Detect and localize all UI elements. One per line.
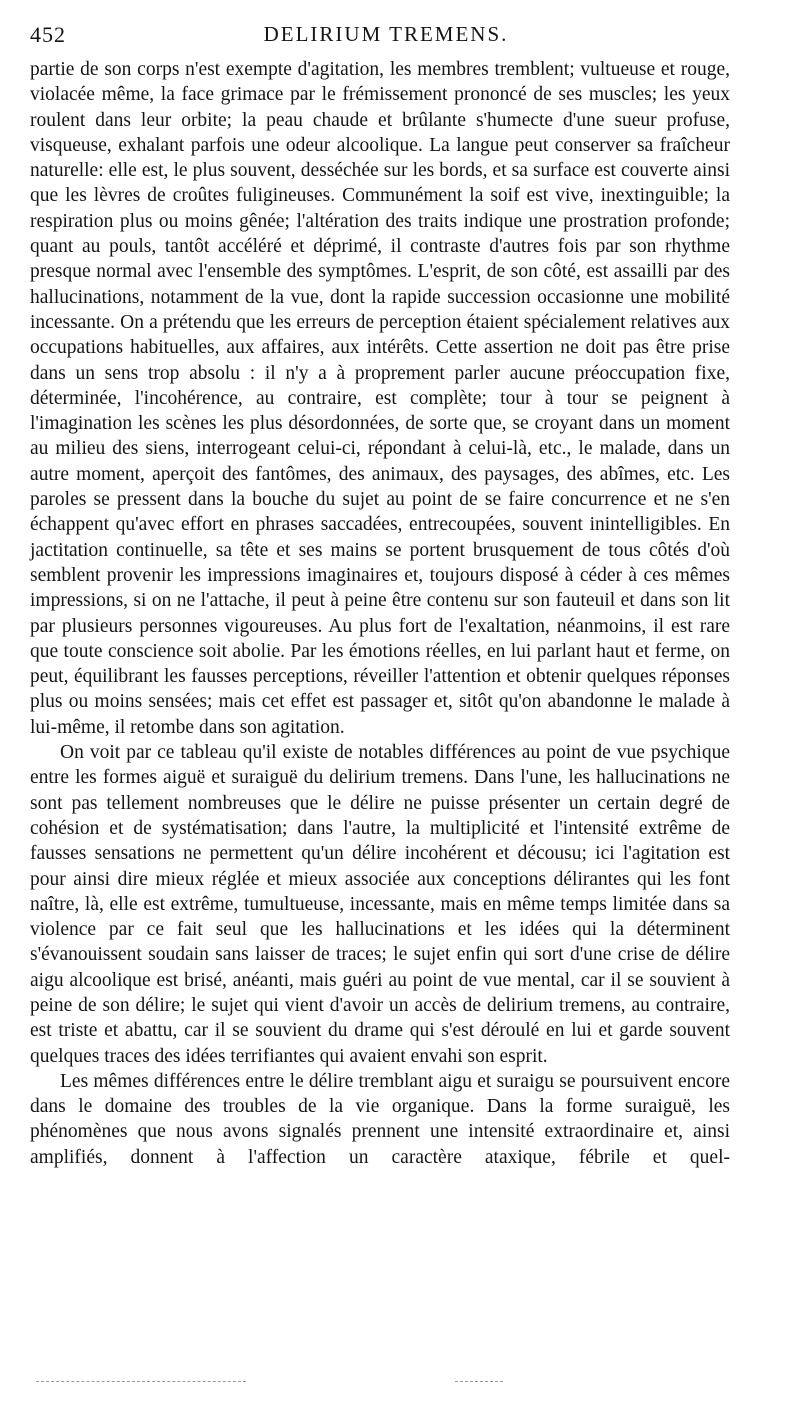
paragraph: On voit par ce tableau qu'il existe de notables différences au point de vue psychique entre les formes aiguë et suraiguë du delirium tremens. Dans l'une, les hallucinations ne sont pas tellement nombreuses que le délire ne puisse présenter un certain degré de cohésion et de systématisation; dans l'autre, la multiplicité et l'intensité extrême de fausses sensations ne permettent qu'un délire incohérent et décousu; ici l'agitation est pour ainsi dire mieux réglée et mieux associée aux conceptions délirantes qui les font naître, là, elle est extrême, tumultueuse, incessante, mais en même temps limitée dans sa violence par ce fait seul que les hallucinations et les idées qui la déterminent s'évanouissent soudain sans laisser de traces; le sujet enfin qui sort d'une crise de délire aigu alcoolique est brisé, anéanti, mais guéri au point de vue mental, car il se souvient à peine de son délire; le sujet qui vient d'avoir un accès de delirium tremens, au contraire, est triste et abattu, car il se souvient du drame qui s'est déroulé en lui et garde souvent quelques traces des idées terrifiantes qui avaient envahi son esprit. [30, 742, 730, 1067]
footer-rule-right [455, 1381, 503, 1382]
page-header [30, 22, 742, 62]
page-number: 452 [30, 22, 66, 47]
paragraph-last: Les mêmes différences entre le délire tremblant aigu et suraigu se poursuivent encore dans le domaine des troubles de la vie organique. Dans la forme suraiguë, les phénomènes que nous avons signalés prennent une intensité extraordinaire et, ainsi amplifiés, donnent à l'affection un caractère ataxique, fébrile et quel- [30, 1070, 730, 1168]
footer-rule-left [36, 1381, 246, 1382]
paragraph-continuation: partie de son corps n'est exempte d'agitation, les membres tremblent; vultueuse et rouge, violacée même, la face grimace par le frémissement prononcé de ses muscles; les yeux roulent dans leur orbite; la peau chaude et brûlante s'humecte d'une sueur profuse, visqueuse, exhalant parfois une odeur alcoolique. La langue peut conserver sa fraîcheur naturelle: elle est, le plus souvent, desséchée sur les bords, et sa surface est couverte ainsi que les lèvres de croûtes fuligineuses. Communément la soif est vive, inextinguible; la respiration plus ou moins gênée; l'altération des traits indique une prostration profonde; quant au pouls, tantôt accéléré et déprimé, il contraste d'autres fois par son rhythme presque normal avec l'ensemble des symptômes. L'esprit, de son côté, est assailli par des hallucinations, notamment de la vue, dont la rapide succession occasionne une mobilité incessante. On a prétendu que les erreurs de perception étaient spécialement relatives aux occupations habituelles, aux affaires, aux intérêts. Cette assertion ne doit pas être prise dans un sens trop absolu : il n'y a à proprement parler aucune préoccupation fixe, déterminée, l'incohérence, au contraire, est complète; tour à tour se peignent à l'imagination les scènes les plus désordonnées, de sorte que, se croyant dans un moment au milieu des siens, interrogeant celui-ci, répondant à celui-là, etc., le malade, dans un autre moment, aperçoit des fantômes, des animaux, des paysages, des abîmes, etc. Les paroles se pressent dans la bouche du sujet au point de se faire concurrence et ne s'en échappent qu'avec effort en phrases saccadées, entrecoupées, souvent inintelligibles. En jactitation continuelle, sa tête et ses mains se portent brusquement de tous côtés d'où semblent provenir les impressions imaginaires et, toujours disposé à céder à ces mêmes impressions, si on ne l'attache, il peut à peine être contenu sur son fauteuil et dans son lit par plusieurs personnes vigoureuses. Au plus fort de l'exaltation, néanmoins, il est rare que toute conscience soit abolie. Par les émotions réelles, en lui parlant haut et ferme, on peut, équilibrant les fausses perceptions, réveiller l'attention et obtenir quelques réponses plus ou moins sensées; mais cet effet est passager et, sitôt qu'on abandonne le malade à lui-même, il retombe dans son agitation. [30, 59, 730, 738]
running-title: DELIRIUM TREMENS. [263, 22, 509, 46]
body-text [30, 57, 730, 1170]
